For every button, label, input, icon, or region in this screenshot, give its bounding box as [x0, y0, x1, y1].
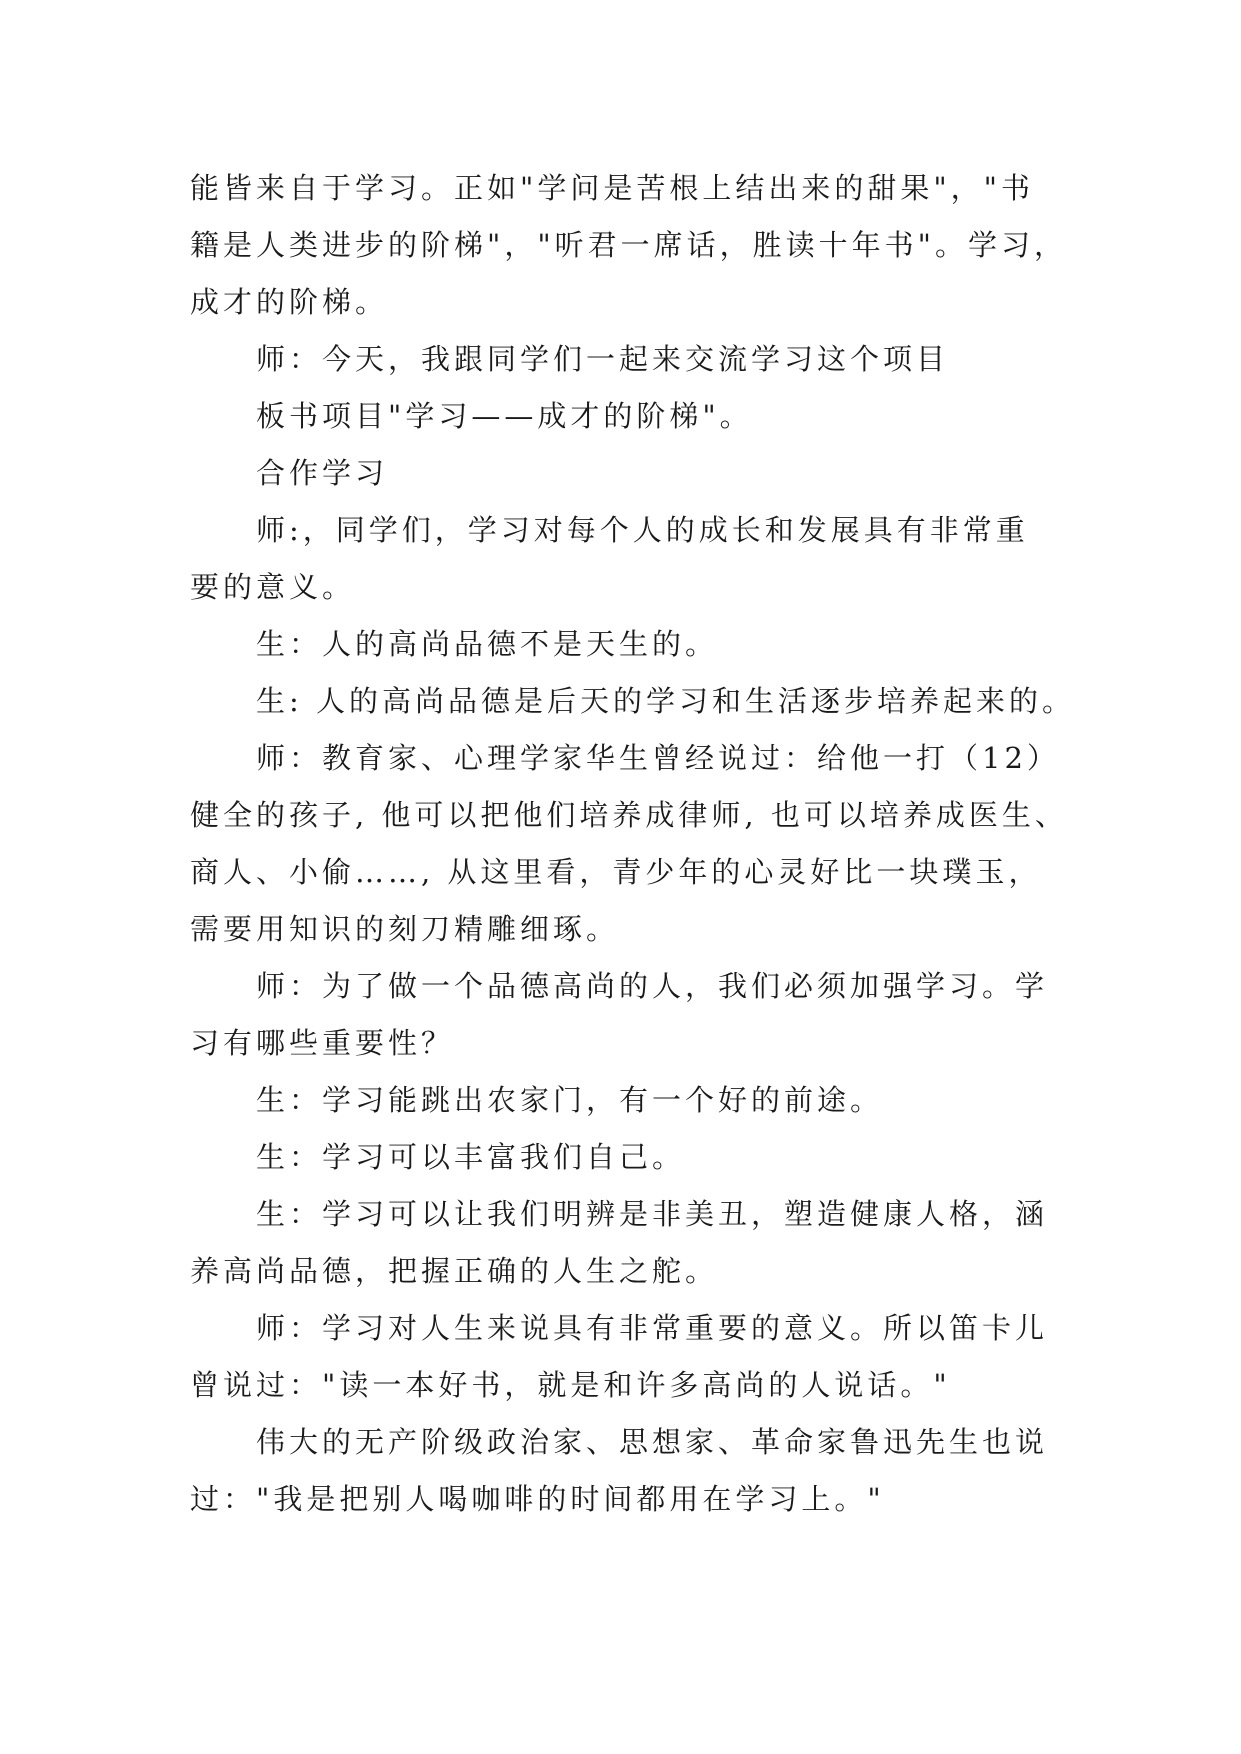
text-line: 健全的孩子, 他可以把他们培养成律师, 也可以培养成医生、	[190, 798, 1068, 832]
text-line: 师：教育家、心理学家华生曾经说过：给他一打（12）	[256, 741, 1060, 775]
text-line: 曾说过："读一本好书，就是和许多高尚的人说话。"	[190, 1368, 951, 1402]
text-line: 过："我是把别人喝咖啡的时间都用在学习上。"	[190, 1482, 885, 1516]
text-line: 板书项目"学习——成才的阶梯"。	[256, 399, 753, 433]
text-line: 师：为了做一个品德高尚的人，我们必须加强学习。学	[256, 969, 1049, 1003]
text-line: 习有哪些重要性？	[190, 1026, 455, 1060]
text-line: 师:，同学们，学习对每个人的成长和发展具有非常重	[256, 513, 1029, 547]
text-line: 养高尚品德，把握正确的人生之舵。	[190, 1254, 719, 1288]
text-line: 生：学习可以让我们明辨是非美丑，塑造健康人格，涵	[256, 1197, 1049, 1231]
text-line: 能皆来自于学习。正如"学问是苦根上结出来的甜果"，"书	[190, 171, 1035, 205]
text-line: 要的意义。	[190, 570, 356, 604]
text-line: 伟大的无产阶级政治家、思想家、革命家鲁迅先生也说	[256, 1425, 1049, 1459]
text-line: 生：学习可以丰富我们自己。	[256, 1140, 686, 1174]
text-line: 生: 人的高尚品德是后天的学习和生活逐步培养起来的。	[256, 684, 1075, 718]
text-line: 生：学习能跳出农家门，有一个好的前途。	[256, 1083, 884, 1117]
body-text	[190, 160, 1075, 1528]
text-line: 师：学习对人生来说具有非常重要的意义。所以笛卡儿	[256, 1311, 1049, 1345]
text-line: 师：今天，我跟同学们一起来交流学习这个项目	[256, 342, 950, 376]
text-line: 生：人的高尚品德不是天生的。	[256, 627, 719, 661]
text-line: 需要用知识的刻刀精雕细琢。	[190, 912, 620, 946]
text-line: 成才的阶梯。	[190, 285, 389, 319]
text-line: 合作学习	[256, 456, 389, 490]
text-line: 籍是人类进步的阶梯"，"听君一席话，胜读十年书"。学习，	[190, 228, 1068, 262]
text-line: 商人、小偷……, 从这里看，青少年的心灵好比一块璞玉，	[190, 855, 1042, 889]
